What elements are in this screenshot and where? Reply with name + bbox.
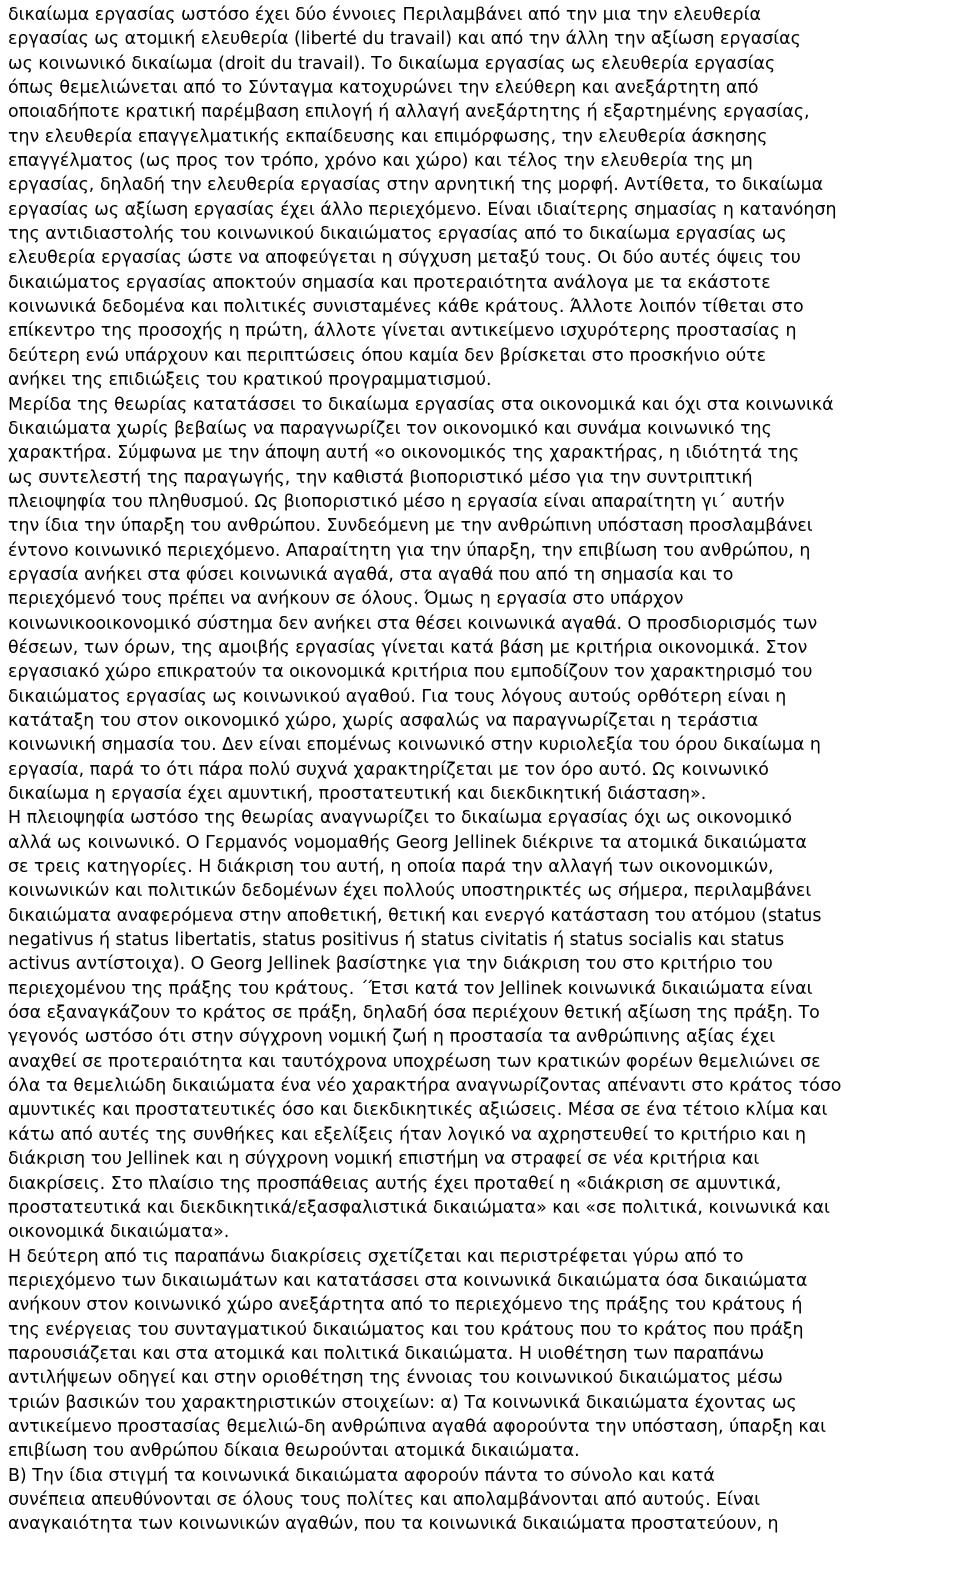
- text-line: κοινωνικά δεδομένα και πολιτικές συνισταμένες κάθε κράτους. Άλλοτε λοιπόν τίθεται στο: [8, 297, 804, 318]
- text-line: ανήκουν στον κοινωνικό χώρο ανεξάρτητα από το περιεχόμενο της πράξης του κράτους ή: [8, 1295, 803, 1316]
- text-line: κάτω από αυτές της συνθήκες και εξελίξεις ήταν λογικό να αχρηστευθεί το κριτήριο και η: [8, 1124, 807, 1145]
- text-line: την ελευθερία επαγγελματικής εκπαίδευσης και επιμόρφωσης, την ελευθερία άσκησης: [8, 126, 768, 147]
- text-line: ως κοινωνικό δικαίωμα (droit du travail). Το δικαίωμα εργασίας ως ελευθερία εργασίας: [8, 53, 776, 74]
- text-line: οποιαδήποτε κρατική παρέμβαση επιλογή ή αλλαγή ανεξάρτητης ή εξαρτημένης εργασίας,: [8, 102, 810, 123]
- text-line: χαρακτήρα. Σύμφωνα με την άποψη αυτή «ο οικονομικός της χαρακτήρας, η ιδιότητά της: [8, 443, 800, 464]
- text-line: δικαιώματα αναφερόμενα στην αποθετική, θετική και ενεργό κατάσταση του ατόμου (status: [8, 905, 822, 926]
- text-line: της αντιδιαστολής του κοινωνικού δικαιώματος εργασίας από το δικαίωμα εργασίας ως: [8, 224, 787, 245]
- text-line: πλειοψηφία του πληθυσμού. Ως βιοποριστικό μέσο η εργασία είναι απαραίτητη γι΄ αυτήν: [8, 491, 785, 512]
- document-body: [8, 3, 952, 1561]
- text-line: εργασίας ως ατομική ελευθερία (liberté du travail) και από την άλλη την αξίωση εργασίας: [8, 29, 801, 50]
- text-line: Μερίδα της θεωρίας κατατάσσει το δικαίωμα εργασίας στα οικονομικά και όχι στα κοινωνικά: [8, 394, 834, 415]
- text-line: της ενέργειας του συνταγματικού δικαιώματος και του κράτους που το κράτος που πράξη: [8, 1319, 804, 1340]
- text-line: οικονομικά δικαιώματα».: [8, 1222, 230, 1243]
- text-line: περιεχόμενό τους πρέπει να ανήκουν σε όλους. Όμως η εργασία στο υπάρχον: [8, 589, 684, 610]
- text-line: τριών βασικών του χαρακτηριστικών στοιχείων: α) Τα κοινωνικά δικαιώματα έχοντας ως: [8, 1392, 797, 1413]
- text-line: δεύτερη ενώ υπάρχουν και περιπτώσεις όπου καμία δεν βρίσκεται στο προσκήνιο ούτε: [8, 345, 767, 366]
- text-line: εργασία ανήκει στα φύσει κοινωνικά αγαθά, στα αγαθά που από τη σημασία και το: [8, 564, 734, 585]
- text-line: ως συντελεστή της παραγωγής, την καθιστά βιοποριστικό μέσο για την συντριπτική: [8, 467, 753, 488]
- text-line: προστατευτικά και διεκδικητικά/εξασφαλιστικά δικαιώματα» και «σε πολιτικά, κοινωνικά και: [8, 1197, 830, 1218]
- text-line: δικαιώματος εργασίας ως κοινωνικού αγαθού. Για τους λόγους αυτούς ορθότερη είναι η: [8, 686, 787, 707]
- text-line: διάκριση του Jellinek και η σύγχρονη νομική επιστήμη να στραφεί σε νέα κριτήρια και: [8, 1149, 760, 1170]
- text-line: κοινωνικοοικονομικό σύστημα δεν ανήκει στα θέσει κοινωνικά αγαθά. Ο προσδιορισμός των: [8, 613, 818, 634]
- text-line: αναχθεί σε προτεραιότητα και ταυτόχρονα υποχρέωση των κρατικών φορέων θεμελιώνει σε: [8, 1051, 821, 1072]
- text-line: σε τρεις κατηγορίες. Η διάκριση του αυτή, η οποία παρά την αλλαγή των οικονομικών,: [8, 857, 774, 878]
- text-line: θέσεων, των όρων, της αμοιβής εργασίας γίνεται κατά βάση με κριτήρια οικονομικά. Στον: [8, 637, 808, 658]
- text-line: παρουσιάζεται και στα ατομικά και πολιτικά δικαιώματα. Η υιοθέτηση των παραπάνω: [8, 1343, 765, 1364]
- text-line: εργασιακό χώρο επικρατούν τα οικονομικά κριτήρια που εμποδίζουν τον χαρακτηρισμό του: [8, 662, 813, 683]
- text-line: δικαιώματος εργασίας αποκτούν σημασία και προτεραιότητα ανάλογα με τα εκάστοτε: [8, 272, 771, 293]
- text-line: επίκεντρο της προσοχής η πρώτη, άλλοτε γίνεται αντικείμενο ισχυρότερης προστασίας η: [8, 321, 797, 342]
- text-line: επαγγέλματος (ως προς τον τρόπο, χρόνο και χώρο) και τέλος την ελευθερία της μη: [8, 151, 753, 172]
- text-line: επιβίωση του ανθρώπου δίκαια θεωρούνται ατομικά δικαιώματα.: [8, 1441, 580, 1462]
- text-line: κοινωνική σημασία του. Δεν είναι επομένως κοινωνικό στην κυριολεξία του όρου δικαίωμα η: [8, 735, 821, 756]
- text-line: κοινωνικών και πολιτικών δεδομένων έχει πολλούς υποστηρικτές ως σήμερα, περιλαμβάνει: [8, 881, 812, 902]
- text-line: activus αντίστοιχα). Ο Georg Jellinek βασίστηκε για την διάκριση του στο κριτήριο του: [8, 954, 773, 975]
- text-line: όπως θεμελιώνεται από το Σύνταγμα κατοχυρώνει την ελεύθερη και ανεξάρτητη από: [8, 78, 759, 99]
- text-line: διακρίσεις. Στο πλαίσιο της προσπάθειας αυτής έχει προταθεί η «διάκριση σε αμυντικά,: [8, 1173, 782, 1194]
- text-line: Η πλειοψηφία ωστόσο της θεωρίας αναγνωρίζει το δικαίωμα εργασίας όχι ως οικονομικό: [8, 808, 793, 829]
- text-line: δικαίωμα η εργασία έχει αμυντική, προστατευτική και διεκδικητική διάσταση».: [8, 784, 707, 804]
- text-line: [8, 1537, 952, 1561]
- text-line: δικαιώματα χωρίς βεβαίως να παραγνωρίζει τον οικονομικό και συνάμα κοινωνικό της: [8, 418, 772, 439]
- text-line: γεγονός ωστόσο ότι στην σύγχρονη νομική ζωή η προστασία τα ανθρώπινης αξίας έχει: [8, 1027, 776, 1048]
- text-line: όσα εξαναγκάζουν το κράτος σε πράξη, δηλαδή όσα περιέχουν θετική αξίωση της πράξη. Το: [8, 1003, 820, 1024]
- text-line: αλλά ως κοινωνικό. Ο Γερμανός νομομαθής Georg Jellinek διέκρινε τα ατομικά δικαιώματα: [8, 832, 807, 853]
- text-line: αναγκαιότητα των κοινωνικών αγαθών, που τα κοινωνικά δικαιώματα προστατεύουν, η: [8, 1514, 779, 1535]
- text-line: την ίδια την ύπαρξη του ανθρώπου. Συνδεόμενη με την ανθρώπινη υπόσταση προσλαμβάνει: [8, 516, 813, 537]
- text-line: ελευθερία εργασίας ώστε να αποφεύγεται η σύγχυση μεταξύ τους. Οι δύο αυτές όψεις του: [8, 248, 801, 269]
- text-line: Β) Την ίδια στιγμή τα κοινωνικά δικαιώματα αφορούν πάντα το σύνολο και κατά: [8, 1465, 715, 1486]
- text-line: δικαίωμα εργασίας ωστόσο έχει δύο έννοιες Περιλαμβάνει από την μια την ελευθερία: [8, 5, 761, 25]
- text-line: εργασίας ως αξίωση εργασίας έχει άλλο περιεχόμενο. Είναι ιδιαίτερης σημασίας η κατανόηση: [8, 199, 837, 220]
- text-line: αντιλήψεων οδηγεί και στην οριοθέτηση της έννοιας του κοινωνικού δικαιώματος μέσω: [8, 1368, 783, 1389]
- text-line: όλα τα θεμελιώδη δικαιώματα ένα νέο χαρακτήρα αναγνωρίζοντας απέναντι στο κράτος τόσο: [8, 1076, 842, 1097]
- text-line: περιεχομένου της πράξης του κράτους. ΄Έτσι κατά τον Jellinek κοινωνικά δικαιώματα είναι: [8, 978, 813, 999]
- text-line: αντικείμενο προστασίας θεμελιώ-δη ανθρώπινα αγαθά αφορούντα την υπόσταση, ύπαρξη και: [8, 1416, 826, 1437]
- text-line: περιεχόμενο των δικαιωμάτων και κατατάσσει στα κοινωνικά δικαιώματα όσα δικαιώματα: [8, 1270, 808, 1291]
- text-line: αμυντικές και προστατευτικές όσο και διεκδικητικές αξιώσεις. Μέσα σε ένα τέτοιο κλίμα και: [8, 1100, 828, 1121]
- text-line: συνέπεια απευθύνονται σε όλους τους πολίτες και απολαμβάνονται από αυτούς. Είναι: [8, 1489, 761, 1510]
- text-line: έντονο κοινωνικό περιεχόμενο. Απαραίτητη για την ύπαρξη, την επιβίωση του ανθρώπου, η: [8, 540, 811, 561]
- text-line: negativus ή status libertatis, status positivus ή status civitatis ή status socialis και status: [8, 930, 785, 951]
- text-line: Η δεύτερη από τις παραπάνω διακρίσεις σχετίζεται και περιστρέφεται γύρω από το: [8, 1246, 744, 1267]
- text-line: κατάταξη του στον οικονομικό χώρο, χωρίς ασφαλώς να παραγνωρίζεται η τεράστια: [8, 710, 759, 731]
- text-line: εργασία, παρά το ότι πάρα πολύ συχνά χαρακτηρίζεται με τον όρο αυτό. Ως κοινωνικό: [8, 759, 769, 780]
- text-line: ανήκει της επιδιώξεις του κρατικού προγραμματισμού.: [8, 370, 492, 391]
- text-line: εργασίας, δηλαδή την ελευθερία εργασίας στην αρνητική της μορφή. Αντίθετα, το δικαίωμα: [8, 175, 824, 196]
